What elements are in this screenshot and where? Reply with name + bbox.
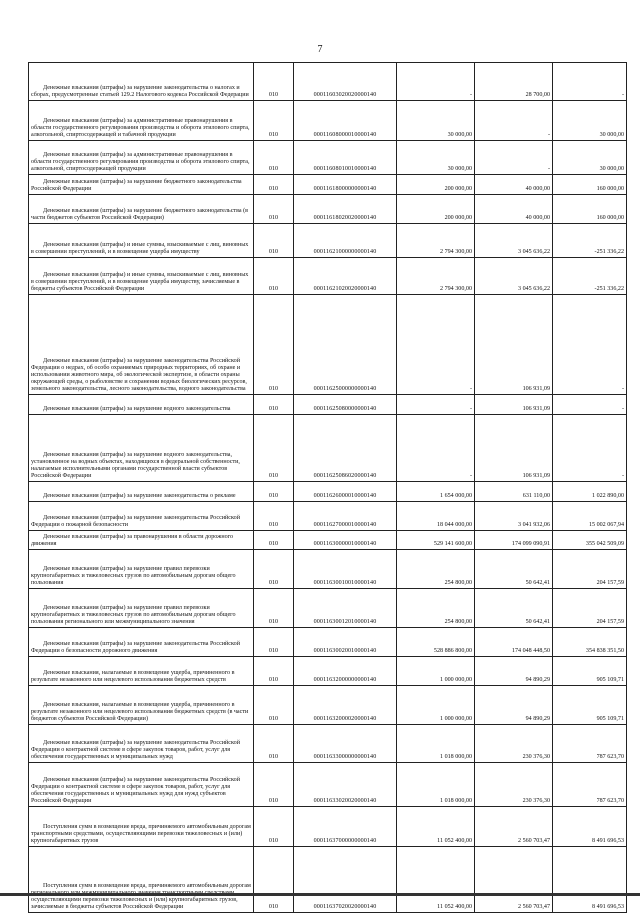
row-kbk: 00011618020020000140 xyxy=(294,195,397,224)
table-row xyxy=(29,686,627,725)
row-approved: 11 052 400,00 xyxy=(397,847,475,913)
row-kbk: 00011632000020000140 xyxy=(294,686,397,725)
table-body xyxy=(29,63,627,913)
row-name: Денежные взыскания (штрафы) за нарушение законодательства о налогах и сборах, предусмотренные статьей 129.2 Налогового кодекса Российской Федерации xyxy=(29,63,254,101)
row-unexecuted: - xyxy=(553,63,627,101)
table-row xyxy=(29,195,627,224)
row-name: Денежные взыскания (штрафы) за нарушение законодательства Российской Федерации о пожарной безопасности xyxy=(29,502,254,531)
row-name: Денежные взыскания (штрафы) за нарушение законодательства о рекламе xyxy=(29,482,254,502)
table-row xyxy=(29,295,627,395)
table-row xyxy=(29,141,627,175)
table-row xyxy=(29,415,627,482)
row-approved: 1 654 000,00 xyxy=(397,482,475,502)
row-approved: 1 018 000,00 xyxy=(397,725,475,763)
row-approved: 528 886 800,00 xyxy=(397,628,475,657)
row-code: 010 xyxy=(254,175,294,195)
row-code: 010 xyxy=(254,686,294,725)
row-name: Денежные взыскания (штрафы) за правонарушения в области дорожного движения xyxy=(29,531,254,550)
row-kbk: 00011621020020000140 xyxy=(294,258,397,295)
row-kbk: 00011608000010000140 xyxy=(294,101,397,141)
row-approved: 1 018 000,00 xyxy=(397,763,475,807)
table-row xyxy=(29,657,627,686)
row-approved: 2 794 300,00 xyxy=(397,224,475,258)
row-code: 010 xyxy=(254,502,294,531)
row-kbk: 00011603020020000140 xyxy=(294,63,397,101)
row-code: 010 xyxy=(254,725,294,763)
row-executed: 94 890,29 xyxy=(475,657,553,686)
row-name: Денежные взыскания (штрафы) за нарушение бюджетного законодательства Российской Федерации xyxy=(29,175,254,195)
row-name: Денежные взыскания, налагаемые в возмещение ущерба, причиненного в результате незаконного или нецелевого использования бюджетных средств (в части бюджетов субъектов Российской Федерации) xyxy=(29,686,254,725)
row-approved: 18 044 000,00 xyxy=(397,502,475,531)
row-executed: 2 560 703,47 xyxy=(475,847,553,913)
row-code: 010 xyxy=(254,589,294,628)
row-code: 010 xyxy=(254,847,294,913)
row-unexecuted: 30 000,00 xyxy=(553,101,627,141)
revenue-table xyxy=(28,62,627,913)
row-unexecuted: - xyxy=(553,415,627,482)
row-approved: 529 141 600,00 xyxy=(397,531,475,550)
row-executed: 3 041 932,06 xyxy=(475,502,553,531)
row-code: 010 xyxy=(254,224,294,258)
row-unexecuted: 905 109,71 xyxy=(553,657,627,686)
row-approved: 254 800,00 xyxy=(397,550,475,589)
row-name: Денежные взыскания (штрафы) за нарушение бюджетного законодательства (в части бюджетов субъектов Российской Федерации) xyxy=(29,195,254,224)
row-executed: 106 931,09 xyxy=(475,395,553,415)
row-code: 010 xyxy=(254,482,294,502)
row-code: 010 xyxy=(254,807,294,847)
row-unexecuted: 1 022 890,00 xyxy=(553,482,627,502)
row-kbk: 00011621000000000140 xyxy=(294,224,397,258)
table-row xyxy=(29,224,627,258)
row-executed: 2 560 703,47 xyxy=(475,807,553,847)
table-row xyxy=(29,258,627,295)
table-row xyxy=(29,502,627,531)
row-kbk: 00011625086020000140 xyxy=(294,415,397,482)
row-name: Денежные взыскания (штрафы) и иные суммы, взыскиваемые с лиц, виновных в совершении преступлений, и в возмещение ущерба имуществу xyxy=(29,224,254,258)
row-code: 010 xyxy=(254,195,294,224)
row-name: Денежные взыскания (штрафы) за административные правонарушения в области государственного регулирования производства и оборота этилового спирта, алкогольной, спиртосодержащей и табачной продукции xyxy=(29,101,254,141)
row-approved: 200 000,00 xyxy=(397,175,475,195)
row-unexecuted: 355 042 509,09 xyxy=(553,531,627,550)
row-executed: - xyxy=(475,141,553,175)
row-unexecuted: 204 157,59 xyxy=(553,550,627,589)
row-executed: 106 931,09 xyxy=(475,295,553,395)
row-unexecuted: 160 000,00 xyxy=(553,195,627,224)
row-name: Денежные взыскания, налагаемые в возмещение ущерба, причиненного в результате незаконного или нецелевого использования бюджетных средств xyxy=(29,657,254,686)
row-kbk: 00011627000010000140 xyxy=(294,502,397,531)
row-approved: 11 052 400,00 xyxy=(397,807,475,847)
row-name: Денежные взыскания (штрафы) и иные суммы, взыскиваемые с лиц, виновных в совершении преступлений, и в возмещение ущерба имуществу, зачисляемые в бюджеты субъектов Российской Федерации xyxy=(29,258,254,295)
row-kbk: 00011618000000000140 xyxy=(294,175,397,195)
row-unexecuted: 204 157,59 xyxy=(553,589,627,628)
row-name: Денежные взыскания (штрафы) за нарушение законодательства Российской Федерации о контрактной системе в сфере закупок товаров, работ, услуг для обеспечения государственных и муниципальных нужд для нужд субъектов Российской Федерации xyxy=(29,763,254,807)
row-code: 010 xyxy=(254,63,294,101)
row-name: Денежные взыскания (штрафы) за нарушение водного законодательства xyxy=(29,395,254,415)
table-row xyxy=(29,847,627,913)
row-code: 010 xyxy=(254,295,294,395)
table-row xyxy=(29,395,627,415)
row-kbk: 00011633000000000140 xyxy=(294,725,397,763)
row-approved: 30 000,00 xyxy=(397,101,475,141)
row-code: 010 xyxy=(254,101,294,141)
table-row xyxy=(29,531,627,550)
row-executed: 631 110,00 xyxy=(475,482,553,502)
row-executed: - xyxy=(475,101,553,141)
row-name: Денежные взыскания (штрафы) за административные правонарушения в области государственного регулирования производства и оборота этилового спирта, алкогольной, спиртосодержащей продукции xyxy=(29,141,254,175)
row-name: Денежные взыскания (штрафы) за нарушение правил перевозки крупногабаритных и тяжеловесных грузов по автомобильным дорогам общего пользования регионального или межмуниципального значения xyxy=(29,589,254,628)
row-code: 010 xyxy=(254,141,294,175)
row-code: 010 xyxy=(254,415,294,482)
table-row xyxy=(29,763,627,807)
row-kbk: 00011630000010000140 xyxy=(294,531,397,550)
row-executed: 106 931,09 xyxy=(475,415,553,482)
row-approved: - xyxy=(397,63,475,101)
row-name: Денежные взыскания (штрафы) за нарушение водного законодательства, установленное на водных объектах, находящихся в федеральной собственности, налагаемые исполнительными органами государственной власти субъектов Российской Федерации xyxy=(29,415,254,482)
row-approved: 30 000,00 xyxy=(397,141,475,175)
table-row xyxy=(29,101,627,141)
row-executed: 50 642,41 xyxy=(475,550,553,589)
row-code: 010 xyxy=(254,657,294,686)
table-row xyxy=(29,175,627,195)
table-row xyxy=(29,807,627,847)
table-row xyxy=(29,628,627,657)
row-executed: 28 700,00 xyxy=(475,63,553,101)
row-unexecuted: 354 838 351,50 xyxy=(553,628,627,657)
row-executed: 230 376,30 xyxy=(475,725,553,763)
table-row xyxy=(29,482,627,502)
row-kbk: 00011632000000000140 xyxy=(294,657,397,686)
row-kbk: 00011625080000000140 xyxy=(294,395,397,415)
row-approved: 200 000,00 xyxy=(397,195,475,224)
row-unexecuted: 8 491 696,53 xyxy=(553,807,627,847)
row-approved: 254 800,00 xyxy=(397,589,475,628)
scan-edge-rule xyxy=(0,893,640,896)
row-code: 010 xyxy=(254,258,294,295)
row-approved: 1 000 000,00 xyxy=(397,657,475,686)
row-approved: - xyxy=(397,395,475,415)
page-number: 7 xyxy=(317,44,323,55)
row-kbk: 00011630012010000140 xyxy=(294,589,397,628)
row-unexecuted: - xyxy=(553,295,627,395)
row-name: Поступления сумм в возмещение вреда, причиняемого автомобильным дорогам осуществляющими перевозки тяжеловесных и (или) крупногабаритных грузов, зачисляемые в бюджеты субъектов Российской Федерации xyxy=(29,847,254,913)
row-executed: 3 045 636,22 xyxy=(475,224,553,258)
row-kbk: 00011637020020000140 xyxy=(294,847,397,913)
row-name: Поступления сумм в возмещение вреда, причиняемого автомобильным дорогам транспортными средствами, осуществляющими перевозки тяжеловесных и (или) крупногабаритных грузов xyxy=(29,807,254,847)
row-unexecuted: 787 623,70 xyxy=(553,725,627,763)
table-row xyxy=(29,589,627,628)
row-executed: 174 099 090,91 xyxy=(475,531,553,550)
row-code: 010 xyxy=(254,628,294,657)
row-unexecuted: 160 000,00 xyxy=(553,175,627,195)
row-kbk: 00011637000000000140 xyxy=(294,807,397,847)
row-kbk: 00011633020020000140 xyxy=(294,763,397,807)
row-name: Денежные взыскания (штрафы) за нарушение законодательства Российской Федерации о контрактной системе в сфере закупок товаров, работ, услуг для обеспечения государственных и муниципальных нужд xyxy=(29,725,254,763)
row-code: 010 xyxy=(254,763,294,807)
table-row xyxy=(29,725,627,763)
row-approved: 2 794 300,00 xyxy=(397,258,475,295)
row-executed: 3 045 636,22 xyxy=(475,258,553,295)
row-approved: 1 000 000,00 xyxy=(397,686,475,725)
row-unexecuted: 30 000,00 xyxy=(553,141,627,175)
row-name: Денежные взыскания (штрафы) за нарушение правил перевозки крупногабаритных и тяжеловесных грузов по автомобильным дорогам общего пользования xyxy=(29,550,254,589)
row-name: Денежные взыскания (штрафы) за нарушение законодательства Российской Федерации о безопасности дорожного движения xyxy=(29,628,254,657)
row-executed: 174 048 448,50 xyxy=(475,628,553,657)
row-code: 010 xyxy=(254,550,294,589)
row-executed: 40 000,00 xyxy=(475,175,553,195)
row-kbk: 00011608010010000140 xyxy=(294,141,397,175)
row-unexecuted: 8 491 696,53 xyxy=(553,847,627,913)
row-name: Денежные взыскания (штрафы) за нарушение законодательства Российской Федерации о недрах, об особо охраняемых природных территориях, об охране и использовании животного мира, об экологической экспертизе, в области охраны окружающей среды, о рыболовстве и сохранении водных биологических ресурсов, земельного законодательства, лесного законодательства, водного законодательства xyxy=(29,295,254,395)
row-unexecuted: 905 109,71 xyxy=(553,686,627,725)
row-unexecuted: -251 336,22 xyxy=(553,224,627,258)
row-approved: - xyxy=(397,415,475,482)
row-approved: - xyxy=(397,295,475,395)
row-unexecuted: - xyxy=(553,395,627,415)
row-executed: 230 376,30 xyxy=(475,763,553,807)
row-unexecuted: -251 336,22 xyxy=(553,258,627,295)
row-executed: 50 642,41 xyxy=(475,589,553,628)
row-kbk: 00011630020010000140 xyxy=(294,628,397,657)
row-code: 010 xyxy=(254,395,294,415)
row-unexecuted: 15 002 067,94 xyxy=(553,502,627,531)
table-row xyxy=(29,550,627,589)
row-executed: 94 890,29 xyxy=(475,686,553,725)
row-kbk: 00011626000010000140 xyxy=(294,482,397,502)
row-kbk: 00011625000000000140 xyxy=(294,295,397,395)
row-kbk: 00011630010010000140 xyxy=(294,550,397,589)
row-code: 010 xyxy=(254,531,294,550)
row-unexecuted: 787 623,70 xyxy=(553,763,627,807)
table-row xyxy=(29,63,627,101)
row-executed: 40 000,00 xyxy=(475,195,553,224)
